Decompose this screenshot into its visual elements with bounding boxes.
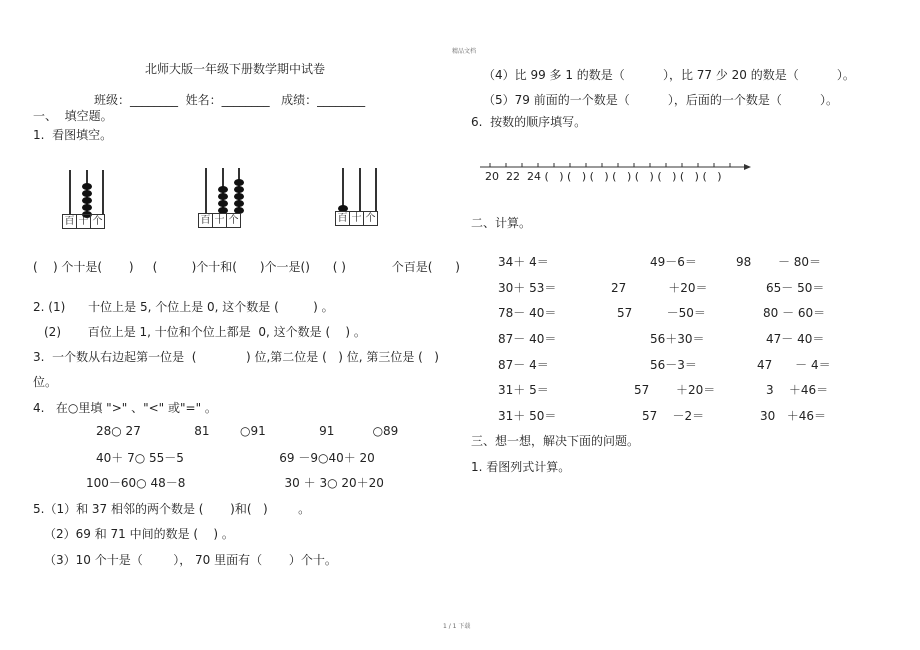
calc-r1-c3: 98 － 80＝ <box>736 255 822 269</box>
abacus-2-label-hundreds: 百 <box>199 214 213 227</box>
footer-note: 1 / 1 下载 <box>443 623 471 630</box>
calc-r2-c3: 65－ 50＝ <box>766 281 825 295</box>
q3-line1: 3. 一个数从右边起第一位是 ( ) 位,第二位是 ( ) 位, 第三位是 ( ) <box>33 350 439 364</box>
calc-r7-c2: 57 －2＝ <box>642 409 705 423</box>
calc-r7-c1: 31＋ 50＝ <box>498 409 557 423</box>
calc-r6-c1: 31＋ 5＝ <box>498 383 549 397</box>
calc-r6-c2: 57 ＋20＝ <box>634 383 716 397</box>
info-line: 班级：________ 姓名：________ 成绩：________ <box>94 93 366 107</box>
calc-r2-c2: 27 ＋20＝ <box>611 281 708 295</box>
q4-row-2: 40＋ 7○ 55－5 69 －9○40＋ 20 <box>96 451 375 465</box>
section1-heading: 一、 填空题。 <box>33 109 113 123</box>
abacus-1-label-tens: 十 <box>77 215 91 228</box>
q3-line2: 位。 <box>33 375 58 389</box>
calc-r5-c2: 56－3＝ <box>650 358 697 372</box>
calc-r3-c3: 80 － 60＝ <box>763 306 826 320</box>
q1-label: 1. 看图填空。 <box>33 128 113 142</box>
calc-r1-c1: 34＋ 4＝ <box>498 255 549 269</box>
page-title: 北师大版一年级下册数学期中试卷 <box>145 62 326 76</box>
calc-r4-c2: 56＋30＝ <box>650 332 705 346</box>
s3-q1: 1. 看图列式计算。 <box>471 460 571 474</box>
calc-r3-c1: 78－ 40＝ <box>498 306 557 320</box>
calc-r2-c1: 30＋ 53＝ <box>498 281 557 295</box>
section2-heading: 二、计算。 <box>471 216 532 230</box>
abacus-3-label-ones: 个 <box>365 213 376 224</box>
calc-r6-c3: 3 ＋46＝ <box>766 383 829 397</box>
right-q4: （4）比 99 多 1 的数是（ ），比 77 少 20 的数是（ ）。 <box>483 68 855 82</box>
calc-r4-c1: 87－ 40＝ <box>498 332 557 346</box>
number-line-labels: 20 22 24 ( ) ( ) ( ) ( ) ( ) ( ) ( ) ( ) <box>485 170 722 183</box>
abacus-2-label-tens: 十 <box>213 214 227 227</box>
q1-answer-line: ( ) 个十是( ) ( )个十和( )个一是() ( ) 个百是( ) <box>33 260 460 274</box>
calc-r7-c3: 30 ＋46＝ <box>760 409 826 423</box>
abacus-1-label-ones: 个 <box>92 216 103 227</box>
q5-3: （3）10 个十是（ ）， 70 里面有（ ）个十。 <box>44 553 337 567</box>
calc-r4-c3: 47－ 40＝ <box>766 332 825 346</box>
abacus-3-label-hundreds: 百 <box>336 212 350 225</box>
q2-2: (2) 百位上是 1, 十位和个位上都是 0, 这个数是 ( ) 。 <box>44 325 366 339</box>
q4-row-3: 100－60○ 48－8 30 ＋ 3○ 20＋20 <box>86 476 384 490</box>
calc-r5-c1: 87－ 4＝ <box>498 358 549 372</box>
q6-label: 6. 按数的顺序填写。 <box>471 115 587 129</box>
abacus-2-label-ones: 个 <box>228 215 239 226</box>
right-q5: （5）79 前面的一个数是（ ），后面的一个数是（ ）。 <box>483 93 839 107</box>
q4-label: 4. 在○里填 ">" 、"<" 或"=" 。 <box>33 401 217 415</box>
q4-row-1: 28○ 27 81 ○91 91 ○89 <box>96 424 399 438</box>
abacus-3-label-tens: 十 <box>350 212 364 225</box>
abacus-1-label-hundreds: 百 <box>63 215 77 228</box>
q5-2: （2）69 和 71 中间的数是 ( ) 。 <box>44 527 234 541</box>
q5-1: 5.（1）和 37 相邻的两个数是 ( )和( ) 。 <box>33 502 311 516</box>
calc-r5-c3: 47 － 4＝ <box>757 358 831 372</box>
calc-r3-c2: 57 －50＝ <box>617 306 706 320</box>
calc-r1-c2: 49－6＝ <box>650 255 697 269</box>
q2-1: 2. (1) 十位上是 5, 个位上是 0, 这个数是 ( ) 。 <box>33 300 334 314</box>
header-note: 精品文档 <box>452 48 477 55</box>
section3-heading: 三、想一想，解决下面的问题。 <box>471 434 640 448</box>
